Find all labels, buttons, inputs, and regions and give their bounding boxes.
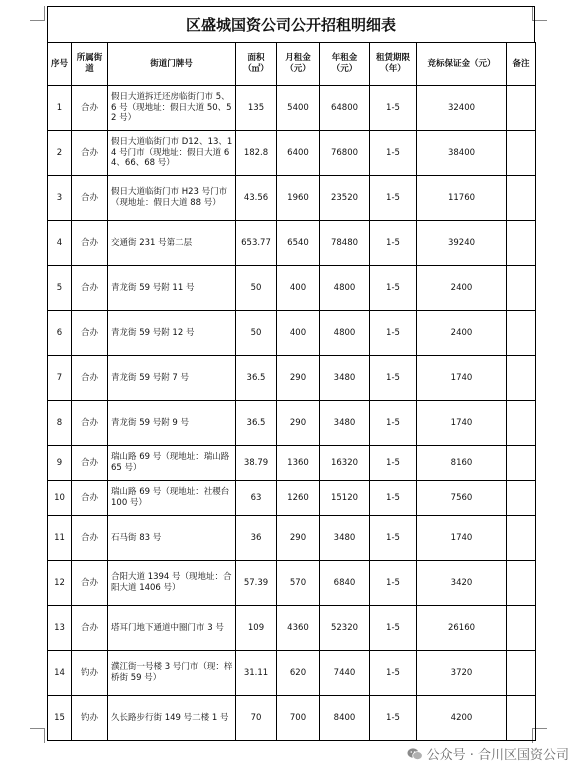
cell-area: 36 xyxy=(236,516,277,561)
cell-street: 钓办 xyxy=(72,651,108,696)
table-row xyxy=(48,446,536,481)
cell-address: 瑞山路 69 号（现地址：瑞山路 65 号） xyxy=(108,446,236,481)
cell-note xyxy=(507,446,536,481)
cell-term: 1-5 xyxy=(370,266,417,311)
cell-monthly: 1960 xyxy=(277,176,320,221)
cell-address: 合阳大道 1394 号（现地址：合阳大道 1406 号） xyxy=(108,561,236,606)
cell-monthly: 4360 xyxy=(277,606,320,651)
cell-address: 交通街 231 号第二层 xyxy=(108,221,236,266)
cell-street: 合办 xyxy=(72,311,108,356)
table-row xyxy=(48,516,536,561)
cell-no: 13 xyxy=(48,606,72,651)
cell-address: 假日大道临街门市 H23 号门市（现地址：假日大道 88 号） xyxy=(108,176,236,221)
cell-note xyxy=(507,481,536,516)
cell-note xyxy=(507,606,536,651)
cell-term: 1-5 xyxy=(370,311,417,356)
cell-annual: 64800 xyxy=(320,86,370,131)
cell-no: 11 xyxy=(48,516,72,561)
cell-note xyxy=(507,651,536,696)
cell-monthly: 620 xyxy=(277,651,320,696)
cell-annual: 16320 xyxy=(320,446,370,481)
table-row xyxy=(48,606,536,651)
cell-no: 7 xyxy=(48,356,72,401)
cell-term: 1-5 xyxy=(370,401,417,446)
cell-term: 1-5 xyxy=(370,446,417,481)
column-header: 所属街道 xyxy=(72,43,108,86)
cell-note xyxy=(507,401,536,446)
column-header: 序号 xyxy=(48,43,72,86)
cell-no: 5 xyxy=(48,266,72,311)
cell-street: 合办 xyxy=(72,266,108,311)
cell-note xyxy=(507,561,536,606)
cell-no: 12 xyxy=(48,561,72,606)
cell-note xyxy=(507,131,536,176)
cell-annual: 3480 xyxy=(320,356,370,401)
cell-no: 3 xyxy=(48,176,72,221)
cell-deposit: 39240 xyxy=(417,221,507,266)
cell-street: 合办 xyxy=(72,131,108,176)
cell-annual: 8400 xyxy=(320,696,370,741)
table-row xyxy=(48,131,536,176)
cell-monthly: 1360 xyxy=(277,446,320,481)
cell-no: 6 xyxy=(48,311,72,356)
cell-deposit: 4200 xyxy=(417,696,507,741)
cell-deposit: 32400 xyxy=(417,86,507,131)
cell-area: 57.39 xyxy=(236,561,277,606)
cell-term: 1-5 xyxy=(370,221,417,266)
cell-annual: 4800 xyxy=(320,311,370,356)
cell-deposit: 2400 xyxy=(417,311,507,356)
cell-note xyxy=(507,356,536,401)
cell-term: 1-5 xyxy=(370,86,417,131)
cell-street: 合办 xyxy=(72,401,108,446)
cell-monthly: 400 xyxy=(277,311,320,356)
cell-monthly: 700 xyxy=(277,696,320,741)
cell-annual: 78480 xyxy=(320,221,370,266)
cell-deposit: 11760 xyxy=(417,176,507,221)
cell-annual: 23520 xyxy=(320,176,370,221)
cell-area: 63 xyxy=(236,481,277,516)
column-header: 租赁期限（年） xyxy=(370,43,417,86)
cell-monthly: 290 xyxy=(277,516,320,561)
cell-street: 钓办 xyxy=(72,696,108,741)
rental-table xyxy=(47,42,536,741)
column-header: 备注 xyxy=(507,43,536,86)
cell-area: 653.77 xyxy=(236,221,277,266)
column-header: 面积（㎡） xyxy=(236,43,277,86)
table-row xyxy=(48,176,536,221)
cell-address: 石马街 83 号 xyxy=(108,516,236,561)
table-row xyxy=(48,481,536,516)
cell-annual: 52320 xyxy=(320,606,370,651)
cell-area: 50 xyxy=(236,266,277,311)
cell-monthly: 6400 xyxy=(277,131,320,176)
cell-area: 109 xyxy=(236,606,277,651)
table-row xyxy=(48,86,536,131)
cell-note xyxy=(507,176,536,221)
cell-note xyxy=(507,311,536,356)
cell-address: 塔耳门地下通道中圈门市 3 号 xyxy=(108,606,236,651)
cell-address: 青龙街 59 号附 12 号 xyxy=(108,311,236,356)
table-row xyxy=(48,696,536,741)
cell-address: 假日大道拆迁还房临街门市 5、6 号（现地址：假日大道 50、52 号） xyxy=(108,86,236,131)
cell-monthly: 1260 xyxy=(277,481,320,516)
cell-area: 182.8 xyxy=(236,131,277,176)
table-row xyxy=(48,221,536,266)
cell-address: 久长路步行街 149 号二楼 1 号 xyxy=(108,696,236,741)
cell-term: 1-5 xyxy=(370,516,417,561)
cell-annual: 7440 xyxy=(320,651,370,696)
cell-term: 1-5 xyxy=(370,561,417,606)
cell-deposit: 1740 xyxy=(417,401,507,446)
table-body xyxy=(48,86,536,741)
cell-term: 1-5 xyxy=(370,356,417,401)
cell-annual: 3480 xyxy=(320,516,370,561)
cell-term: 1-5 xyxy=(370,696,417,741)
cell-no: 1 xyxy=(48,86,72,131)
cell-area: 31.11 xyxy=(236,651,277,696)
cell-annual: 3480 xyxy=(320,401,370,446)
page-title: 区盛城国资公司公开招租明细表 xyxy=(47,6,535,42)
cell-term: 1-5 xyxy=(370,176,417,221)
crop-mark-top-left xyxy=(30,6,45,21)
cell-term: 1-5 xyxy=(370,481,417,516)
cell-annual: 76800 xyxy=(320,131,370,176)
table-row xyxy=(48,401,536,446)
cell-note xyxy=(507,516,536,561)
cell-term: 1-5 xyxy=(370,131,417,176)
cell-deposit: 2400 xyxy=(417,266,507,311)
cell-street: 合办 xyxy=(72,516,108,561)
table-row xyxy=(48,356,536,401)
cell-monthly: 6540 xyxy=(277,221,320,266)
cell-address: 瑞山路 69 号（现地址：社稷台 100 号） xyxy=(108,481,236,516)
table-row xyxy=(48,266,536,311)
cell-area: 36.5 xyxy=(236,356,277,401)
cell-monthly: 570 xyxy=(277,561,320,606)
cell-no: 4 xyxy=(48,221,72,266)
cell-monthly: 5400 xyxy=(277,86,320,131)
cell-street: 合办 xyxy=(72,481,108,516)
cell-deposit: 26160 xyxy=(417,606,507,651)
cell-street: 合办 xyxy=(72,606,108,651)
cell-street: 合办 xyxy=(72,356,108,401)
table-header-row xyxy=(48,43,536,86)
crop-mark-bottom-left xyxy=(30,728,45,743)
cell-area: 50 xyxy=(236,311,277,356)
cell-address: 青龙街 59 号附 9 号 xyxy=(108,401,236,446)
cell-street: 合办 xyxy=(72,176,108,221)
cell-no: 9 xyxy=(48,446,72,481)
cell-deposit: 38400 xyxy=(417,131,507,176)
cell-area: 38.79 xyxy=(236,446,277,481)
cell-annual: 4800 xyxy=(320,266,370,311)
cell-address: 假日大道临街门市 D12、13、14 号门市（现地址：假日大道 64、66、68 号） xyxy=(108,131,236,176)
cell-deposit: 8160 xyxy=(417,446,507,481)
cell-no: 15 xyxy=(48,696,72,741)
cell-note xyxy=(507,266,536,311)
table-row xyxy=(48,561,536,606)
cell-no: 14 xyxy=(48,651,72,696)
cell-deposit: 7560 xyxy=(417,481,507,516)
cell-deposit: 3420 xyxy=(417,561,507,606)
cell-deposit: 1740 xyxy=(417,356,507,401)
column-header: 街道门牌号 xyxy=(108,43,236,86)
cell-no: 8 xyxy=(48,401,72,446)
cell-term: 1-5 xyxy=(370,651,417,696)
cell-address: 濮江街一号楼 3 号门市（现：梓桥街 59 号） xyxy=(108,651,236,696)
cell-note xyxy=(507,696,536,741)
watermark-text: 公众号 · 合川区国资公司 xyxy=(426,748,569,763)
cell-note xyxy=(507,221,536,266)
cell-note xyxy=(507,86,536,131)
cell-street: 合办 xyxy=(72,221,108,266)
cell-area: 43.56 xyxy=(236,176,277,221)
cell-street: 合办 xyxy=(72,561,108,606)
cell-address: 青龙街 59 号附 11 号 xyxy=(108,266,236,311)
cell-street: 合办 xyxy=(72,446,108,481)
cell-deposit: 1740 xyxy=(417,516,507,561)
table-row xyxy=(48,651,536,696)
cell-annual: 15120 xyxy=(320,481,370,516)
column-header: 竞标保证金（元） xyxy=(417,43,507,86)
cell-area: 36.5 xyxy=(236,401,277,446)
column-header: 年租金（元） xyxy=(320,43,370,86)
cell-term: 1-5 xyxy=(370,606,417,651)
cell-monthly: 290 xyxy=(277,401,320,446)
cell-address: 青龙街 59 号附 7 号 xyxy=(108,356,236,401)
watermark xyxy=(407,744,569,763)
cell-monthly: 290 xyxy=(277,356,320,401)
wechat-icon xyxy=(407,747,423,761)
cell-no: 2 xyxy=(48,131,72,176)
column-header: 月租金（元） xyxy=(277,43,320,86)
table-row xyxy=(48,311,536,356)
cell-street: 合办 xyxy=(72,86,108,131)
cell-deposit: 3720 xyxy=(417,651,507,696)
cell-monthly: 400 xyxy=(277,266,320,311)
cell-area: 135 xyxy=(236,86,277,131)
cell-annual: 6840 xyxy=(320,561,370,606)
cell-no: 10 xyxy=(48,481,72,516)
cell-area: 70 xyxy=(236,696,277,741)
